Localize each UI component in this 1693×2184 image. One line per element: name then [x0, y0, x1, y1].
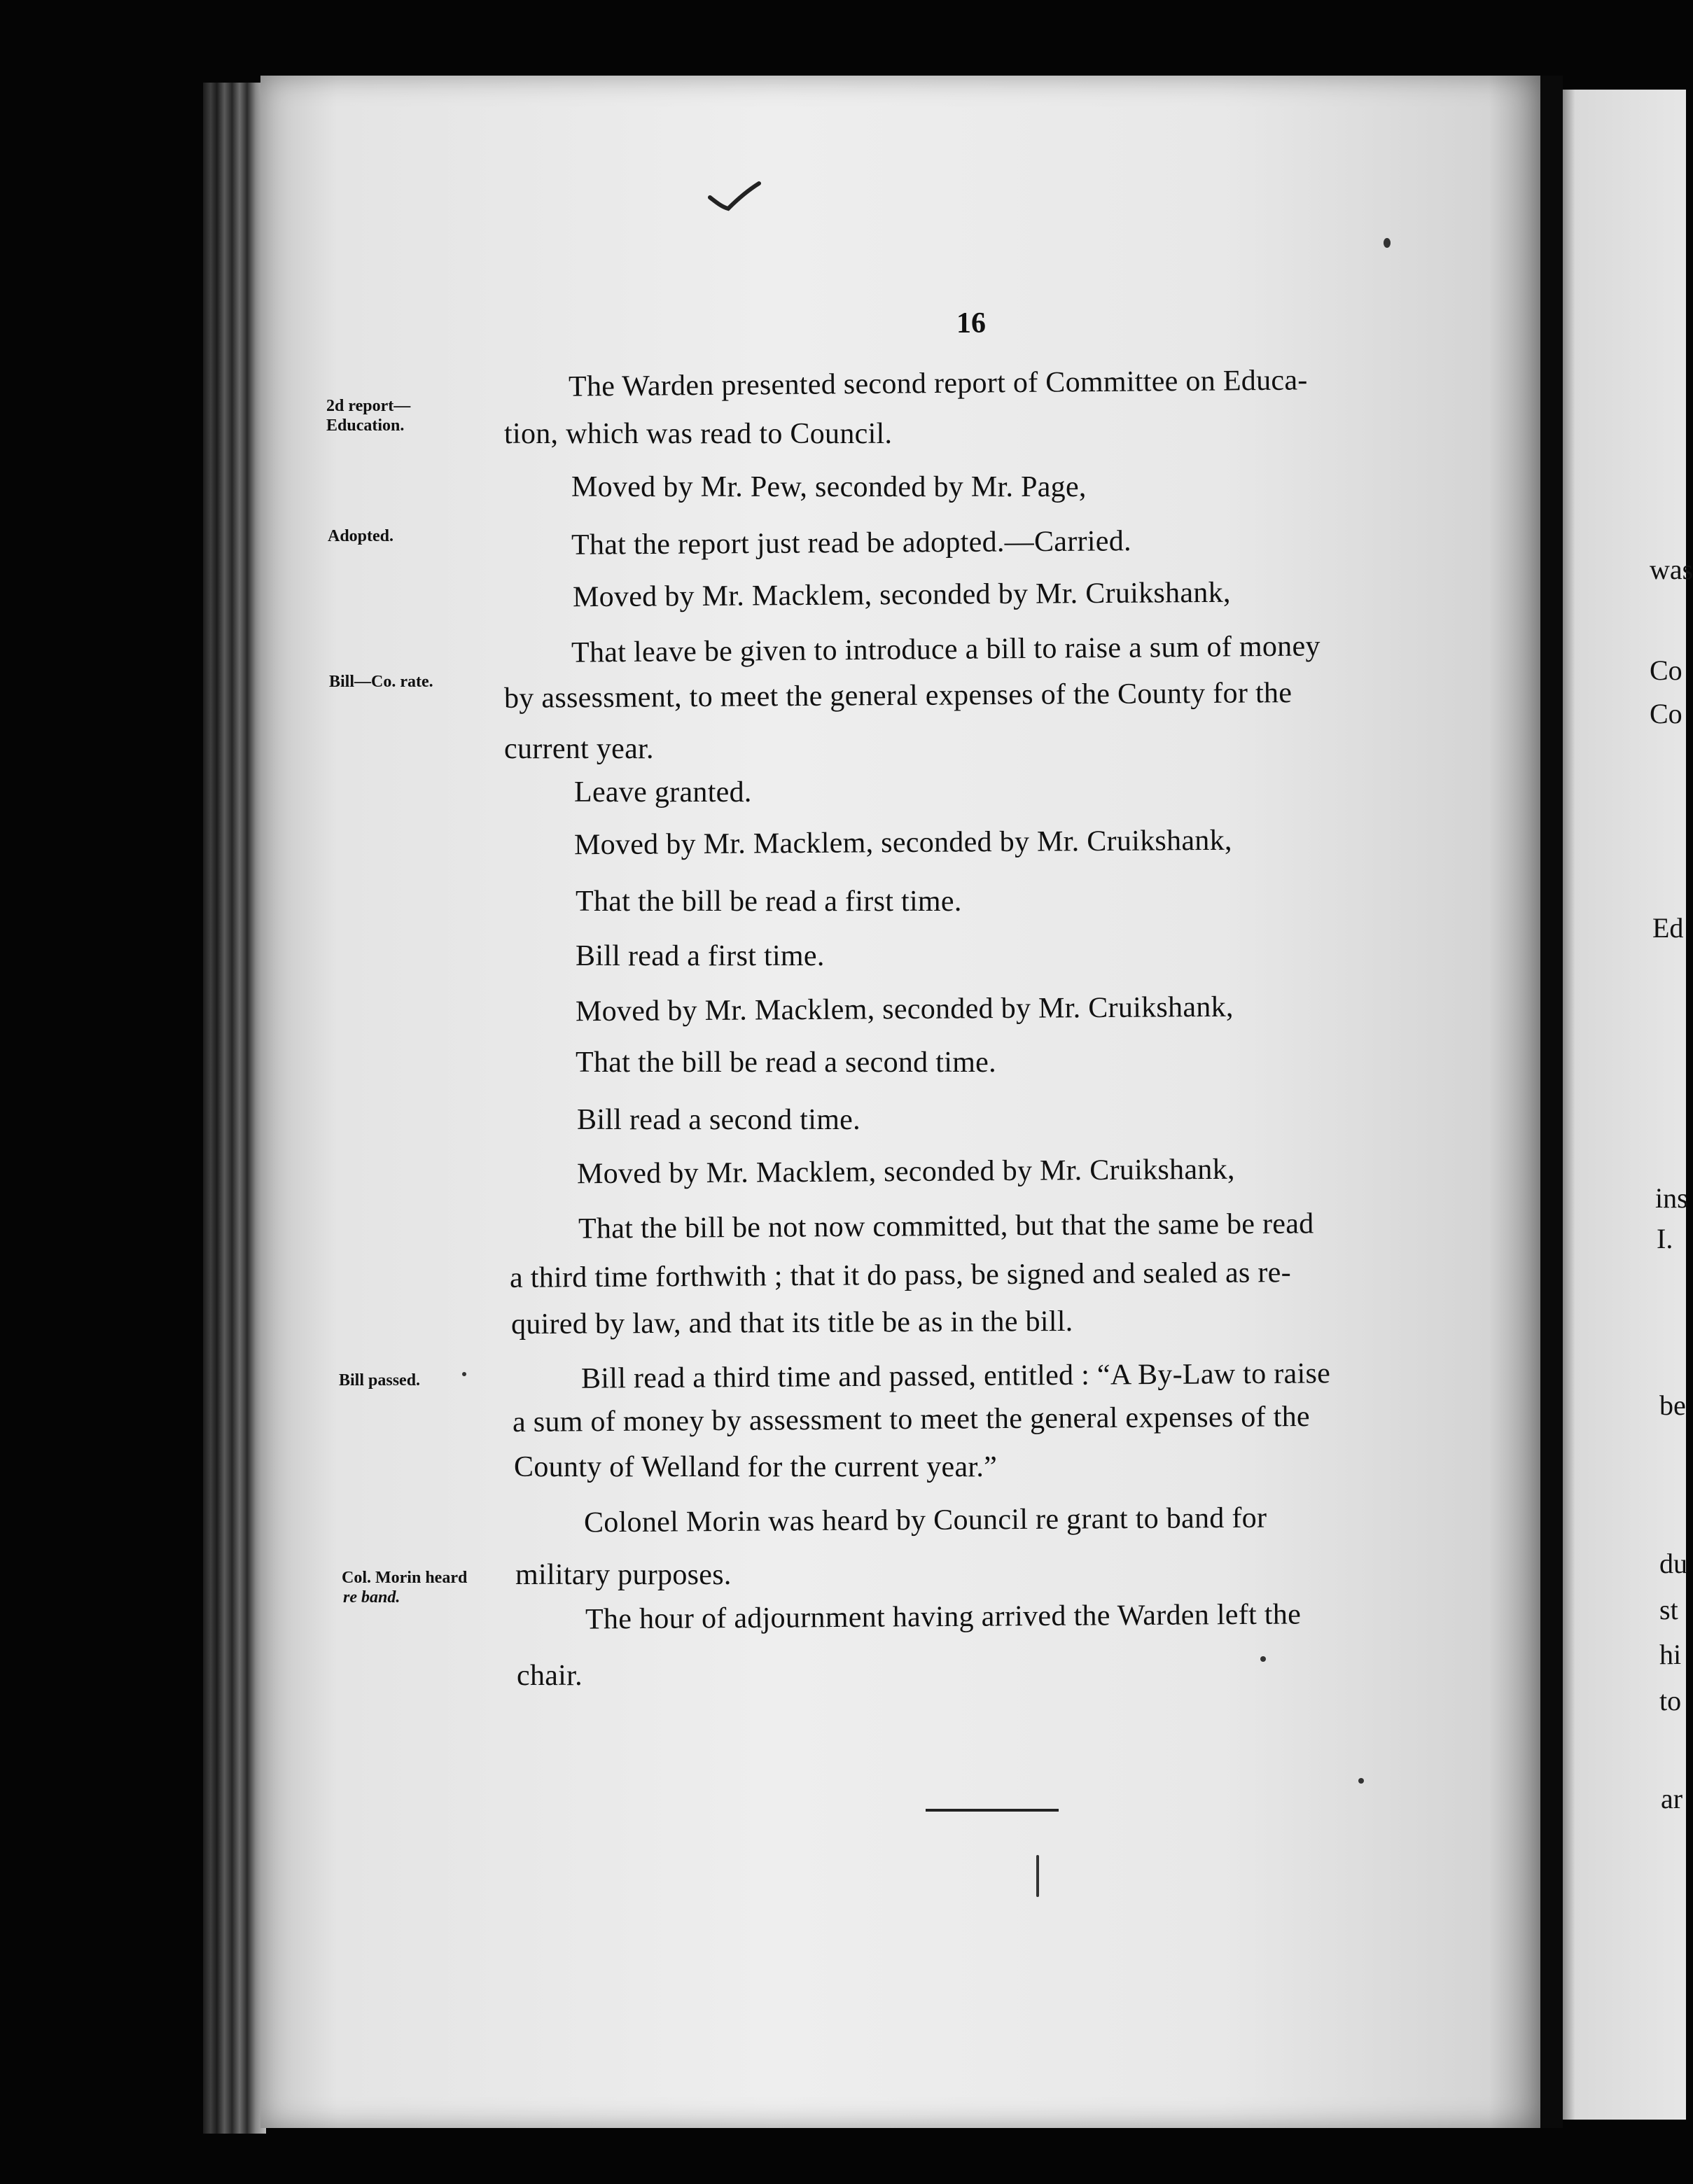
- text-line-19: quired by law, and that its title be as in the bill.: [510, 1305, 1073, 1341]
- facing-page-fragment: I.: [1657, 1223, 1673, 1254]
- text-line-11: That the bill be read a first time.: [576, 886, 962, 918]
- text-line-18: a third time forthwith ; that it do pass, be signed and sealed as re-: [509, 1256, 1292, 1294]
- text-line-3: Moved by Mr. Pew, seconded by Mr. Page,: [571, 471, 1087, 503]
- facing-page-fragment: to: [1659, 1685, 1682, 1716]
- text-line-16: Moved by Mr. Macklem, seconded by Mr. Cruikshank,: [576, 1153, 1235, 1191]
- margin-note-col-morin-1: Col. Morin heard: [342, 1569, 468, 1587]
- text-line-14: That the bill be read a second time.: [576, 1046, 996, 1079]
- text-line-4: That the report just read be adopted.—Carried.: [571, 525, 1131, 561]
- margin-note-bill-co-rate: Bill—Co. rate.: [329, 673, 433, 691]
- facing-page-fragment: Co: [1650, 698, 1682, 729]
- text-line-8: current year.: [504, 733, 654, 765]
- facing-page-fragment: Co: [1650, 654, 1682, 686]
- scan-speck: [1036, 1855, 1039, 1897]
- margin-note-adopted: Adopted.: [328, 527, 394, 545]
- text-line-15: Bill read a second time.: [577, 1104, 861, 1136]
- text-line-21: a sum of money by assessment to meet the general expenses of the: [512, 1401, 1311, 1438]
- text-line-12: Bill read a first time.: [576, 940, 825, 972]
- text-line-24: military purposes.: [515, 1559, 732, 1591]
- margin-note-col-morin-2: re band.: [343, 1588, 400, 1606]
- facing-page-fragment: be: [1659, 1390, 1686, 1421]
- text-line-23: Colonel Morin was heard by Council re grant to band for: [583, 1502, 1267, 1539]
- text-line-20: Bill read a third time and passed, entitled : “A By-Law to raise: [580, 1357, 1331, 1395]
- text-line-26: chair.: [517, 1660, 583, 1692]
- facing-page-fragment: ar: [1661, 1783, 1683, 1814]
- text-line-25: The hour of adjournment having arrived the Warden left the: [585, 1598, 1302, 1636]
- text-line-13: Moved by Mr. Macklem, seconded by Mr. Cruikshank,: [575, 990, 1234, 1028]
- book-binding-edge: [203, 83, 266, 2134]
- facing-page-fragment: du: [1659, 1548, 1687, 1579]
- scan-speck: [462, 1372, 466, 1376]
- page-number: 16: [956, 307, 986, 340]
- margin-note-education-2: Education.: [326, 416, 405, 435]
- facing-page-fragment: st: [1659, 1594, 1678, 1625]
- facing-page-fragment: hi: [1659, 1639, 1682, 1670]
- text-line-22: County of Welland for the current year.”: [514, 1451, 998, 1483]
- text-line-9: Leave granted.: [574, 776, 752, 808]
- margin-note-bill-passed: Bill passed.: [339, 1371, 421, 1390]
- facing-page: [1563, 90, 1686, 2120]
- text-line-1: The Warden presented second report of Committee on Educa-: [568, 364, 1308, 403]
- scan-speck: [1260, 1656, 1266, 1662]
- text-line-10: Moved by Mr. Macklem, seconded by Mr. Cruikshank,: [573, 824, 1232, 862]
- end-rule: [926, 1809, 1059, 1812]
- scan-speck: [1358, 1778, 1364, 1784]
- text-line-2: tion, which was read to Council.: [504, 418, 893, 450]
- facing-page-fragment: ins: [1655, 1182, 1688, 1214]
- handwritten-checkmark-icon: [707, 182, 763, 217]
- scan-speck: [1384, 238, 1391, 248]
- text-line-17: That the bill be not now committed, but that the same be read: [578, 1208, 1314, 1245]
- facing-page-fragment: Ed: [1652, 912, 1684, 944]
- page-gutter: [1540, 76, 1563, 2128]
- margin-note-education-1: 2d report—: [326, 397, 411, 415]
- facing-page-fragment: was: [1650, 554, 1693, 585]
- text-line-7: by assessment, to meet the general expenses of the County for the: [503, 677, 1293, 715]
- text-line-5: Moved by Mr. Macklem, seconded by Mr. Cruikshank,: [572, 576, 1231, 614]
- text-line-6: That leave be given to introduce a bill to raise a sum of money: [571, 630, 1321, 669]
